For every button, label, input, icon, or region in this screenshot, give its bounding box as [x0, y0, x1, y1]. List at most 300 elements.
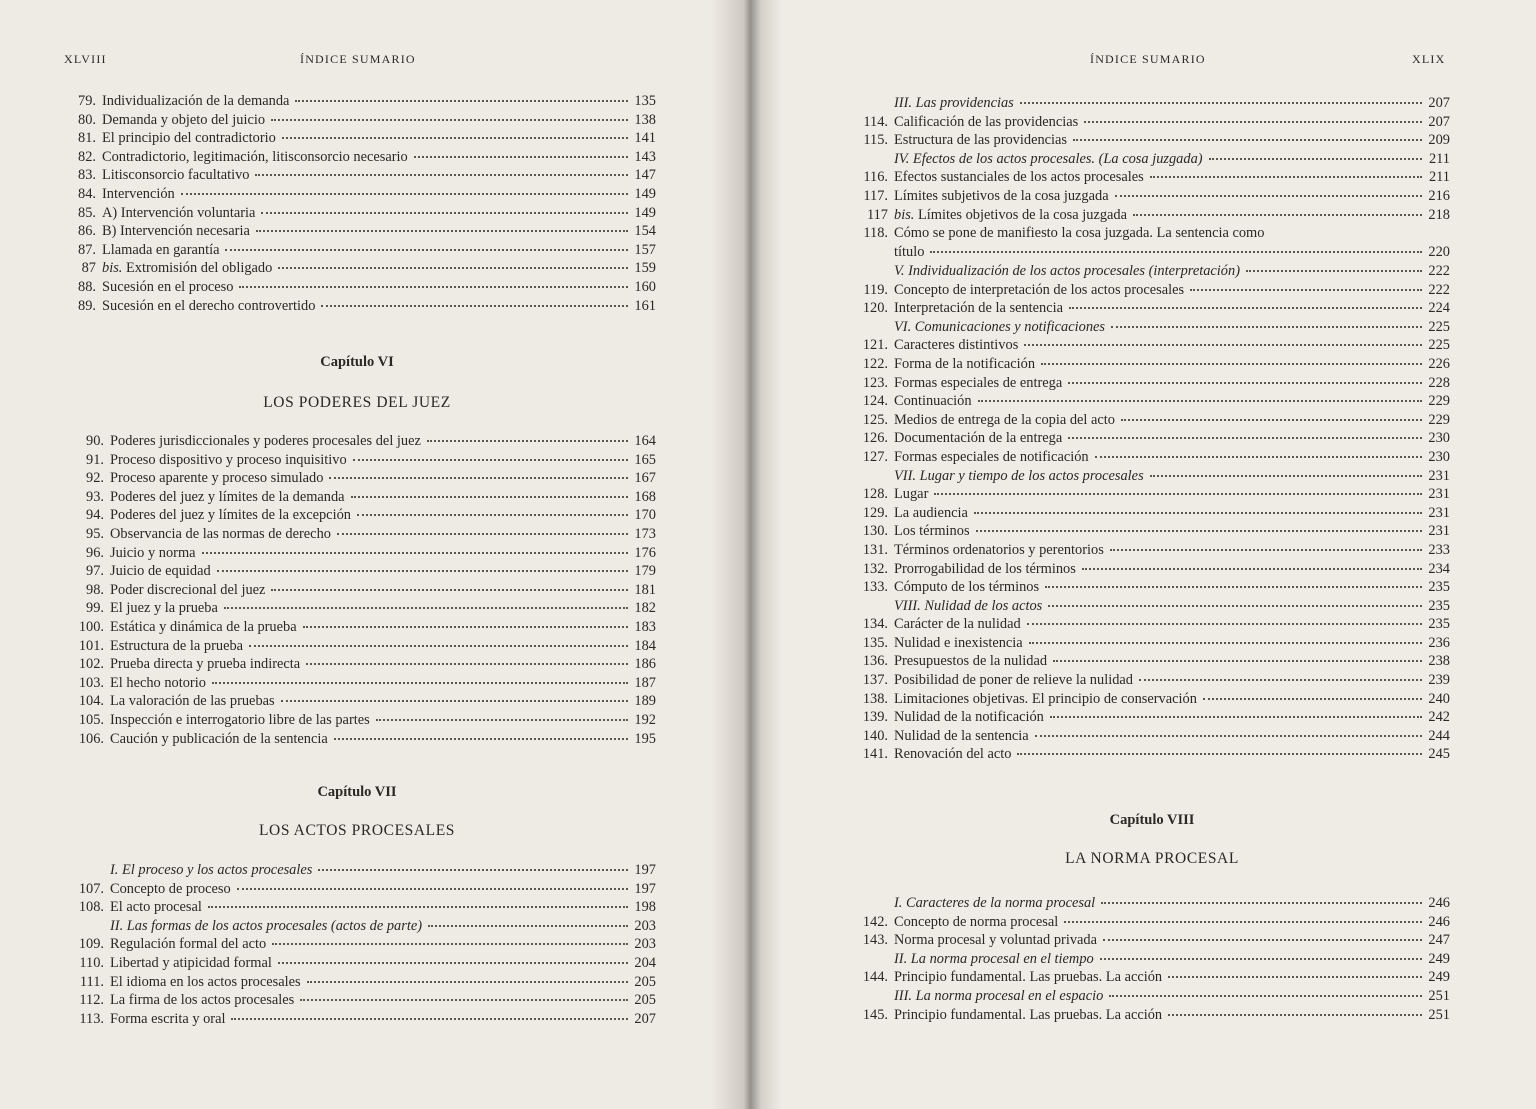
entry-title-text: Extromisión del obligado: [126, 260, 273, 277]
entry-title-text: El hecho notorio: [110, 674, 206, 691]
entry-title-text: Intervención: [102, 185, 175, 202]
entry-page: 207: [1428, 95, 1450, 111]
leader-dots: [255, 164, 628, 176]
leader-dots: [376, 709, 628, 721]
bis-marker: bis.: [102, 260, 123, 277]
entry-title-text: Nulidad de la sentencia: [894, 727, 1029, 744]
leader-dots: [1050, 706, 1422, 718]
leader-dots: [303, 616, 628, 628]
entry-title-text: VII. Lugar y tiempo de los actos procesales: [894, 467, 1144, 484]
entry-page: 245: [1428, 746, 1450, 763]
entry-page: 192: [634, 711, 656, 728]
leader-dots: [1168, 1004, 1422, 1016]
entry-page: 211: [1428, 150, 1450, 167]
entry-title: [888, 336, 1018, 355]
entry-number: 92.: [86, 470, 104, 487]
entry-number: 89.: [78, 297, 96, 314]
leader-dots: [256, 220, 628, 232]
entry-title-text: Posibilidad de poner de relieve la nulidad: [894, 672, 1133, 689]
chapter-title: LOS PODERES DEL JUEZ: [263, 394, 451, 411]
entry-number: 145.: [862, 1006, 888, 1023]
entry-number: 137.: [862, 672, 888, 689]
entry-title: [888, 187, 1109, 206]
entry-number: 117: [866, 206, 888, 223]
entry-title-text: Límites objetivos de la cosa juzgada: [918, 206, 1128, 223]
entry-number: 99.: [86, 600, 104, 617]
entry-title-text: Términos ordenatorios y perentorios: [894, 541, 1104, 558]
entry-title-text: Forma escrita y oral: [110, 1010, 226, 1027]
entry-page: 147: [634, 167, 656, 184]
entry-page: 226: [1428, 355, 1450, 372]
entry-title-text: Poderes del juez y límites de la excepción: [110, 507, 351, 524]
entry-number: 83.: [78, 167, 96, 184]
entry-number: 110.: [79, 954, 104, 971]
entry-title-text: Concepto de interpretación de los actos procesales: [894, 281, 1185, 298]
entry-number: 121.: [862, 337, 888, 354]
entry-title: [104, 451, 347, 470]
entry-page: 207: [634, 1010, 656, 1027]
entry-page: 141: [634, 130, 656, 147]
leader-dots: [1139, 669, 1422, 681]
entry-title-text: Cómputo de los términos: [894, 579, 1040, 596]
entry-title: [104, 954, 272, 973]
entry-title: [96, 278, 233, 297]
entry-title: Cómo se pone de manifiesto la cosa juzgada. La sentencia como: [894, 225, 1265, 241]
left-page: [0, 0, 752, 1109]
toc-entry: [58, 730, 656, 749]
entry-title-text: Principio fundamental. Las pruebas. La acción: [894, 969, 1163, 986]
leader-dots: [1100, 948, 1422, 960]
right-page: [752, 0, 1536, 1109]
entry-title-text: Caracteres distintivos: [894, 337, 1019, 354]
entry-page: 235: [1428, 579, 1450, 596]
toc-list-chapter-7-continued: [842, 94, 1450, 224]
entry-title-text: Continuación: [894, 393, 972, 410]
leader-dots: [974, 502, 1422, 514]
entry-title: [888, 931, 1097, 950]
leader-dots: [217, 560, 628, 572]
entry-number: 118.: [863, 225, 888, 241]
entry-page: 229: [1428, 411, 1450, 428]
entry-title-text: Medios de entrega de la copia del acto: [894, 411, 1115, 428]
leader-dots: [337, 523, 628, 535]
leader-dots: [307, 971, 628, 983]
entry-page: 251: [1428, 1006, 1450, 1023]
entry-title-text: Proceso aparente y proceso simulado: [110, 470, 324, 487]
entry-page: 249: [1428, 969, 1450, 986]
entry-page: 187: [634, 674, 656, 691]
leader-dots: [1103, 929, 1422, 941]
entry-page: 195: [634, 730, 656, 747]
entry-page: 161: [634, 297, 656, 314]
leader-dots: [181, 183, 628, 195]
entry-number: 141.: [862, 746, 888, 763]
entry-number: 102.: [78, 656, 104, 673]
entry-title-text: Carácter de la nulidad: [894, 616, 1021, 633]
entry-page: 159: [634, 260, 656, 277]
leader-dots: [357, 504, 628, 516]
leader-dots: [239, 276, 628, 288]
leader-dots: [318, 859, 628, 871]
leader-dots: [428, 915, 628, 927]
entry-number: 80.: [78, 111, 96, 128]
entry-page: 167: [634, 470, 656, 487]
entry-title: [888, 94, 1014, 113]
leader-dots: [300, 989, 628, 1001]
leader-dots: [225, 239, 628, 251]
leader-dots: [237, 878, 628, 890]
entry-page: 225: [1428, 318, 1450, 335]
entry-number: 136.: [862, 653, 888, 670]
entry-title-text: Interpretación de la sentencia: [894, 300, 1063, 317]
entry-number: 104.: [78, 693, 104, 710]
entry-title-text: I. Caracteres de la norma procesal: [894, 895, 1096, 911]
entry-title-text: Renovación del acto: [894, 746, 1012, 763]
entry-title: [104, 898, 202, 917]
chapter-label: Capítulo VIII: [1109, 812, 1195, 828]
entry-title-text: Estática y dinámica de la prueba: [110, 618, 297, 635]
leader-dots: [1041, 353, 1422, 365]
entry-title-text: A) Intervención voluntaria: [102, 204, 256, 221]
entry-title-text: Juicio de equidad: [110, 563, 211, 580]
entry-title-text: Prueba directa y prueba indirecta: [110, 656, 301, 673]
entry-title-text: Poderes del juez y límites de la demanda: [110, 488, 345, 505]
entry-number: 105.: [78, 711, 104, 728]
entry-title: [888, 355, 1035, 374]
entry-page: 235: [1428, 616, 1450, 633]
leader-dots: [224, 597, 628, 609]
entry-title: [888, 634, 1023, 653]
toc-entry: [842, 206, 1450, 225]
entry-number: 115.: [863, 132, 888, 149]
leader-dots: [1035, 725, 1422, 737]
entry-number: 98.: [86, 581, 104, 598]
toc-entry: [842, 745, 1450, 764]
chapter-title: LA NORMA PROCESAL: [1065, 850, 1239, 867]
leader-dots: [414, 146, 628, 158]
entry-page: 220: [1428, 243, 1450, 260]
leader-dots: [281, 690, 628, 702]
entry-page: 240: [1428, 690, 1450, 707]
entry-title-text: Juicio y norma: [110, 544, 196, 561]
toc-list-chapter-6: [58, 432, 656, 748]
entry-title-text: Individualización de la demanda: [102, 93, 290, 109]
entry-page: 231: [1428, 523, 1450, 540]
entry-number: 133.: [862, 579, 888, 596]
entry-number: 103.: [78, 674, 104, 691]
entry-title: [96, 111, 265, 130]
leader-dots: [272, 933, 628, 945]
entry-title-text: Poder discrecional del juez: [110, 581, 266, 598]
entry-number: 134.: [862, 616, 888, 633]
entry-number: 100.: [78, 618, 104, 635]
entry-number: 112.: [79, 992, 104, 1009]
entry-title: [104, 599, 218, 618]
leader-dots: [1024, 334, 1422, 346]
entry-title-text: La audiencia: [894, 504, 968, 521]
entry-page: 218: [1428, 206, 1450, 223]
entry-title-text: Límites subjetivos de la cosa juzgada: [894, 187, 1109, 204]
entry-title-text: III. La norma procesal en el espacio: [894, 987, 1104, 1004]
entry-title-text: Poderes jurisdiccionales y poderes procesales del juez: [110, 433, 421, 449]
entry-page: 203: [634, 936, 656, 953]
entry-page: 205: [634, 973, 656, 990]
entry-title: [104, 469, 323, 488]
leader-dots: [1209, 148, 1422, 160]
entry-title-text: II. Las formas de los actos procesales (actos de parte): [110, 917, 423, 934]
entry-page: 231: [1428, 504, 1450, 521]
entry-title: [104, 544, 196, 563]
leader-dots: [427, 430, 628, 442]
entry-page: 179: [634, 563, 656, 580]
entry-title-text: Concepto de proceso: [110, 880, 231, 897]
leader-dots: [1082, 558, 1422, 570]
entry-page: 154: [634, 223, 656, 240]
entry-title: [96, 92, 289, 111]
entry-page: 231: [1428, 486, 1450, 503]
entry-title-text: Nulidad de la notificación: [894, 709, 1044, 726]
entry-title: [888, 727, 1029, 746]
entry-number: 127.: [862, 448, 888, 465]
entry-page: 149: [634, 204, 656, 221]
entry-page: 228: [1428, 374, 1450, 391]
leader-dots: [1068, 372, 1422, 384]
entry-title-text: Sucesión en el derecho controvertido: [102, 297, 316, 314]
entry-title: [96, 129, 276, 148]
entry-title: [888, 522, 970, 541]
leader-dots: [1121, 409, 1422, 421]
entry-title: [96, 204, 255, 223]
entry-number: 130.: [862, 523, 888, 540]
entry-page: 222: [1428, 263, 1450, 279]
entry-number: 140.: [862, 727, 888, 744]
entry-number: 124.: [862, 393, 888, 410]
leader-dots: [1109, 985, 1422, 997]
entry-title-text: La firma de los actos procesales: [110, 992, 295, 1009]
entry-title-text: Observancia de las normas de derecho: [110, 525, 331, 542]
entry-title: [888, 113, 1078, 132]
entry-page: 235: [1428, 597, 1450, 614]
leader-dots: [1017, 743, 1422, 755]
entry-page: 203: [634, 917, 656, 934]
entry-title: [888, 392, 972, 411]
entry-page: 211: [1428, 169, 1450, 186]
entry-title: [104, 637, 243, 656]
leader-dots: [329, 467, 628, 479]
book-gutter-shadow: [712, 0, 782, 1109]
entry-title-text: Forma de la notificación: [894, 355, 1036, 372]
entry-number: 87.: [78, 241, 96, 258]
entry-number: 123.: [862, 374, 888, 391]
entry-number: 126.: [862, 430, 888, 447]
entry-page: 234: [1428, 560, 1450, 577]
leader-dots: [1095, 446, 1422, 458]
toc-list-chapter-7: [58, 861, 656, 1028]
entry-title: [96, 241, 219, 260]
entry-number: 125.: [862, 411, 888, 428]
entry-title: [96, 185, 175, 204]
entry-page: 184: [634, 637, 656, 654]
entry-title-text: Regulación formal del acto: [110, 936, 267, 953]
leader-dots: [1029, 632, 1422, 644]
entry-title-text: Formas especiales de notificación: [894, 448, 1089, 465]
chapter-label: Capítulo VI: [320, 354, 394, 370]
entry-title-text: I. El proceso y los actos procesales: [110, 862, 313, 878]
entry-title-text: IV. Efectos de los actos procesales. (La cosa juzgada): [894, 150, 1203, 167]
leader-dots: [231, 1008, 628, 1020]
entry-title-text: Documentación de la entrega: [894, 430, 1063, 447]
entry-page: 222: [1428, 281, 1450, 298]
toc-list-chapter-7-sections: [842, 262, 1450, 764]
entry-page: 216: [1428, 187, 1450, 204]
entry-page: 160: [634, 278, 656, 295]
leader-dots: [212, 672, 628, 684]
entry-title: [888, 950, 1094, 969]
entry-page: 197: [634, 880, 656, 897]
entry-number: 85.: [78, 204, 96, 221]
entry-number: 135.: [862, 634, 888, 651]
entry-number: 139.: [862, 709, 888, 726]
entry-title-text: Caución y publicación de la sentencia: [110, 730, 328, 747]
entry-title: [888, 578, 1039, 597]
entry-number: 101.: [78, 637, 104, 654]
leader-dots: [1084, 111, 1422, 123]
entry-page: 173: [634, 525, 656, 542]
entry-page: 247: [1428, 932, 1450, 949]
chapter-title: LOS ACTOS PROCESALES: [258, 822, 456, 839]
entry-title: [888, 987, 1103, 1006]
entry-title-text: Inspección e interrogatorio libre de las partes: [110, 711, 370, 728]
entry-number: 81.: [78, 130, 96, 147]
entry-number: 131.: [862, 541, 888, 558]
entry-title: [96, 297, 315, 316]
entry-number: 142.: [862, 913, 888, 930]
entry-title: [104, 488, 345, 507]
leader-dots: [334, 728, 628, 740]
entry-title-text: Calificación de las providencias: [894, 113, 1079, 130]
leader-dots: [278, 257, 628, 269]
leader-dots: [1020, 92, 1422, 104]
entry-title-continuation: título: [894, 243, 925, 260]
leader-dots: [1045, 576, 1422, 588]
entry-number: 114.: [863, 113, 888, 130]
entry-title-text: Proceso dispositivo y proceso inquisitivo: [110, 451, 347, 468]
entry-page: 224: [1428, 300, 1450, 317]
page-number-left: XLVIII: [64, 52, 107, 66]
entry-title-text: Prorrogabilidad de los términos: [894, 560, 1076, 577]
entry-title-text: Efectos sustanciales de los actos procesales: [894, 169, 1144, 186]
toc-entry-multiline: [842, 224, 1450, 261]
entry-title: [888, 652, 1047, 671]
entry-page: 186: [634, 656, 656, 673]
entry-page: 242: [1428, 709, 1450, 726]
leader-dots: [295, 90, 628, 102]
entry-title-text: Limitaciones objetivas. El principio de conservación: [894, 690, 1197, 707]
leader-dots: [353, 449, 628, 461]
entry-number: 113.: [79, 1010, 104, 1027]
entry-page: 198: [634, 899, 656, 916]
leader-dots: [1150, 166, 1422, 178]
leader-dots: [1168, 966, 1422, 978]
entry-title-text: La valoración de las pruebas: [110, 693, 275, 710]
entry-page: 204: [634, 954, 656, 971]
leader-dots: [978, 390, 1422, 402]
entry-title: [888, 745, 1011, 764]
entry-number: 84.: [78, 185, 96, 202]
entry-title: [888, 913, 1058, 932]
entry-page: 230: [1428, 430, 1450, 447]
entry-page: 164: [634, 433, 656, 449]
leader-dots: [1110, 539, 1422, 551]
entry-number: 109.: [78, 936, 104, 953]
leader-dots: [1048, 595, 1422, 607]
entry-page: 138: [634, 111, 656, 128]
leader-dots: [1150, 465, 1422, 477]
leader-dots: [208, 896, 628, 908]
entry-number: 87: [81, 260, 96, 277]
entry-number: 111.: [79, 973, 104, 990]
entry-title: [888, 168, 1144, 187]
chapter-label: Capítulo VII: [317, 784, 397, 800]
entry-title-text: Llamada en garantía: [102, 241, 220, 258]
leader-dots: [1111, 316, 1422, 328]
entry-page: 238: [1428, 653, 1450, 670]
toc-entry: [842, 1006, 1450, 1025]
entry-title: [104, 1010, 225, 1029]
entry-title-text: B) Intervención necesaria: [102, 223, 250, 240]
entry-title: [104, 730, 328, 749]
entry-title: [888, 708, 1044, 727]
entry-page: 157: [634, 241, 656, 258]
entry-page: 246: [1428, 913, 1450, 930]
leader-dots: [261, 202, 628, 214]
entry-title-text: VIII. Nulidad de los actos: [894, 597, 1043, 614]
entry-number: 79.: [78, 93, 96, 109]
leader-dots: [1246, 260, 1422, 272]
entry-title: [888, 541, 1104, 560]
entry-title: [888, 671, 1133, 690]
entry-number: 108.: [78, 899, 104, 916]
entry-page: 168: [634, 488, 656, 505]
entry-number: 116.: [863, 169, 888, 186]
entry-number: 128.: [862, 486, 888, 503]
entry-title: [888, 485, 928, 504]
entry-title-text: Sucesión en el proceso: [102, 278, 234, 295]
entry-title-text: El juez y la prueba: [110, 600, 218, 617]
entry-page: 236: [1428, 634, 1450, 651]
entry-title: [888, 206, 1127, 225]
leader-dots: [1133, 204, 1422, 216]
toc-list-continued: [58, 92, 656, 315]
entry-title-text: Libertad y atipicidad formal: [110, 954, 272, 971]
entry-title: [888, 1006, 1162, 1025]
entry-number: 96.: [86, 544, 104, 561]
entry-title: [104, 674, 206, 693]
leader-dots: [976, 520, 1422, 532]
entry-title-text: Lugar: [894, 486, 929, 503]
leader-dots: [321, 295, 628, 307]
bis-marker: bis.: [894, 206, 915, 223]
entry-page: 143: [634, 148, 656, 165]
entry-title: [104, 506, 351, 525]
entry-number: 122.: [862, 355, 888, 372]
entry-page: 230: [1428, 448, 1450, 465]
entry-page: 229: [1428, 393, 1450, 410]
entry-page: 231: [1428, 467, 1450, 484]
entry-number: 107.: [78, 880, 104, 897]
leader-dots: [930, 241, 1422, 253]
entry-page: 207: [1428, 113, 1450, 130]
